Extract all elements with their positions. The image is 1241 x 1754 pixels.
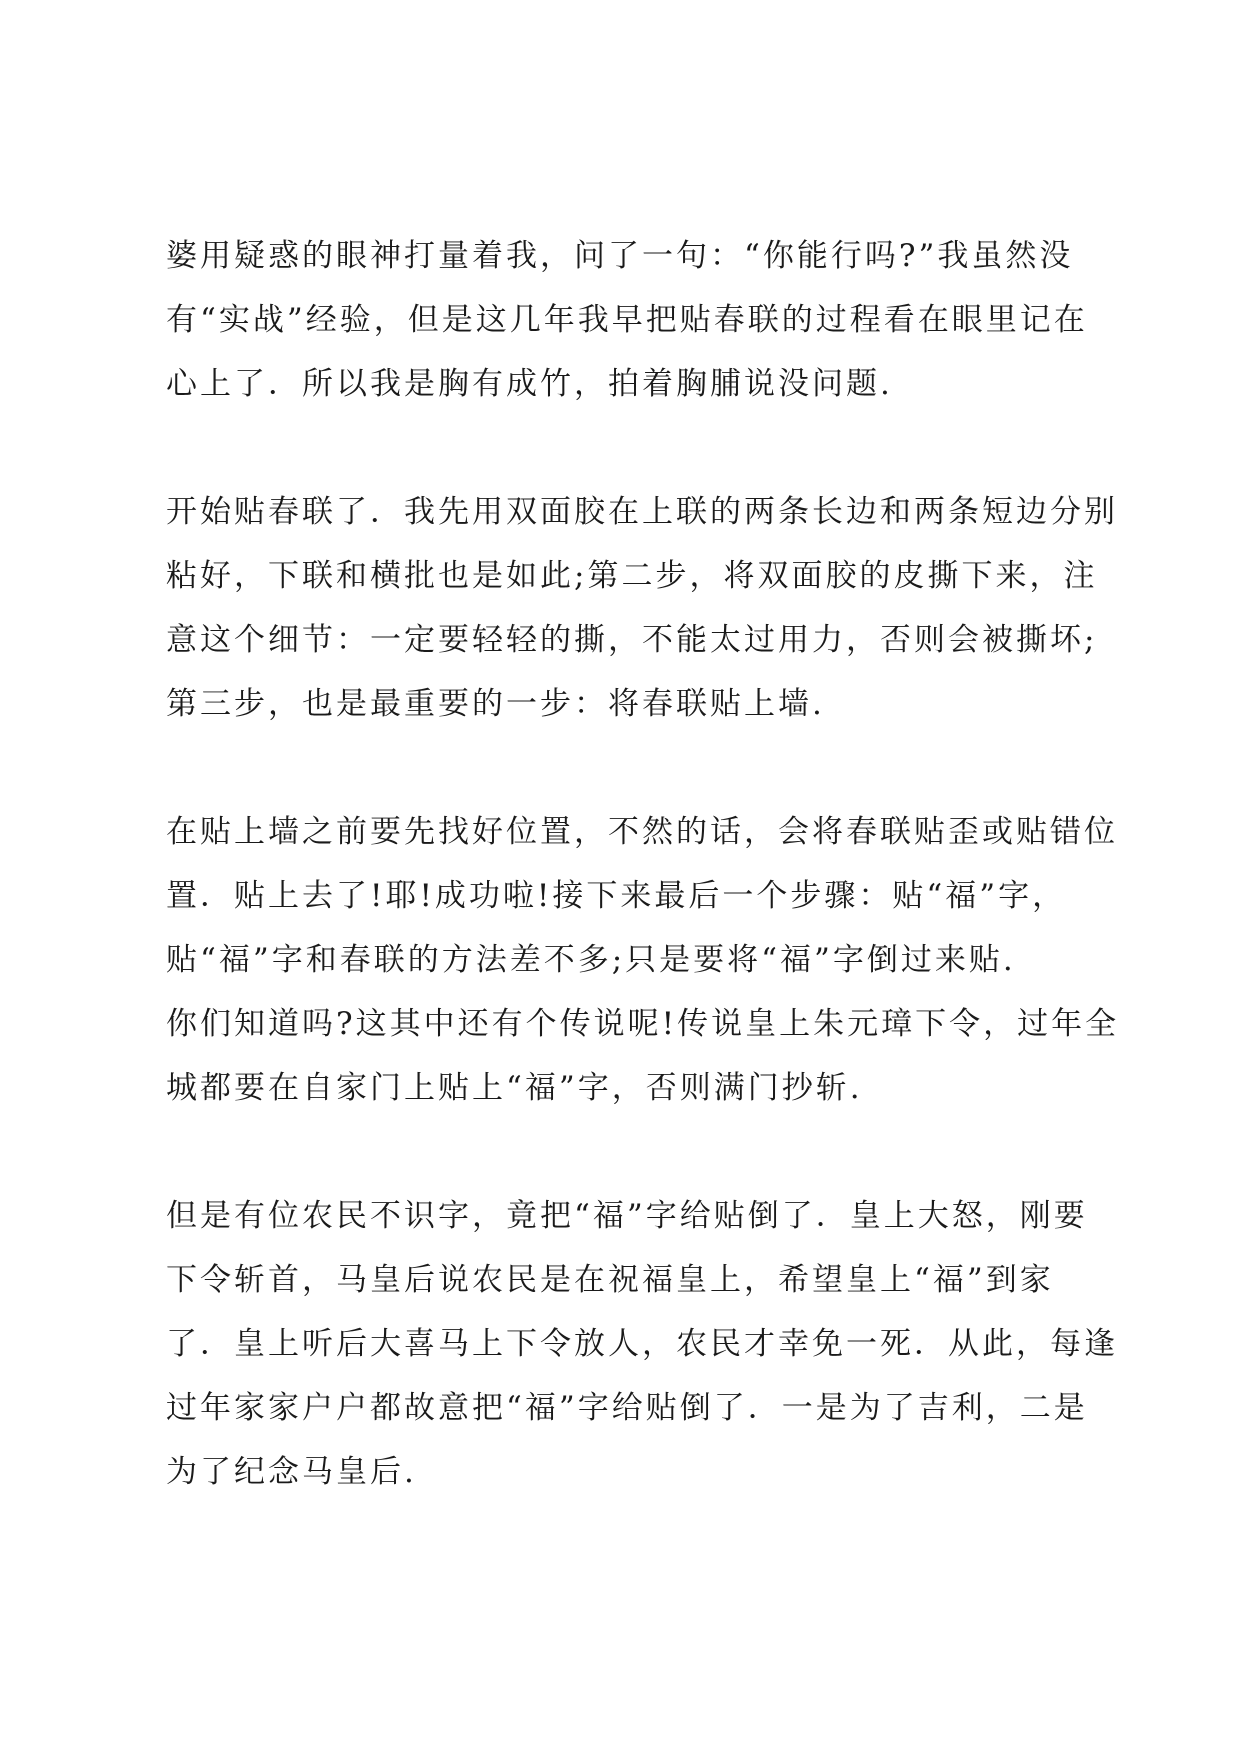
paragraph-spacer <box>166 416 1106 480</box>
paragraph-spacer <box>166 1120 1106 1184</box>
text-line: 过年家家户户都故意把“福”字给贴倒了．一是为了吉利，二是 <box>166 1390 1088 1426</box>
text-line: 第三步，也是最重要的一步：将春联贴上墙. <box>166 686 825 722</box>
paragraph-2 <box>166 480 1118 736</box>
text-line: 有“实战”经验，但是这几年我早把贴春联的过程看在眼里记在 <box>166 302 1088 338</box>
text-line: 粘好，下联和横批也是如此;第二步，将双面胶的皮撕下来，注 <box>166 558 1098 594</box>
text-line: 贴“福”字和春联的方法差不多;只是要将“福”字倒过来贴. <box>166 942 1016 978</box>
text-line: 意这个细节：一定要轻轻的撕，不能太过用力，否则会被撕坏; <box>166 622 1098 658</box>
text-line: 下令斩首，马皇后说农民是在祝福皇上，希望皇上“福”到家 <box>166 1262 1054 1298</box>
text-line: 你们知道吗?这其中还有个传说呢!传说皇上朱元璋下令，过年全 <box>166 1006 1120 1042</box>
text-line: 城都要在自家门上贴上“福”字，否则满门抄斩. <box>166 1070 863 1106</box>
text-line: 为了纪念马皇后. <box>166 1454 417 1490</box>
text-line: 了．皇上听后大喜马上下令放人，农民才幸免一死．从此，每逢 <box>166 1326 1118 1362</box>
paragraph-3 <box>166 800 1120 1120</box>
text-line: 置．贴上去了!耶!成功啦!接下来最后一个步骤：贴“福”字， <box>166 878 1067 914</box>
text-line: 婆用疑惑的眼神打量着我，问了一句：“你能行吗?”我虽然没 <box>166 238 1074 274</box>
text-line: 开始贴春联了．我先用双面胶在上联的两条长边和两条短边分别 <box>166 494 1118 530</box>
text-line: 但是有位农民不识字，竟把“福”字给贴倒了．皇上大怒，刚要 <box>166 1198 1088 1234</box>
paragraph-4 <box>166 1184 1118 1504</box>
paragraph-spacer <box>166 736 1106 800</box>
document-body <box>166 224 1120 1504</box>
paragraph-1 <box>166 224 1106 416</box>
text-line: 心上了．所以我是胸有成竹，拍着胸脯说没问题. <box>166 366 893 402</box>
text-line: 在贴上墙之前要先找好位置，不然的话，会将春联贴歪或贴错位 <box>166 814 1118 850</box>
